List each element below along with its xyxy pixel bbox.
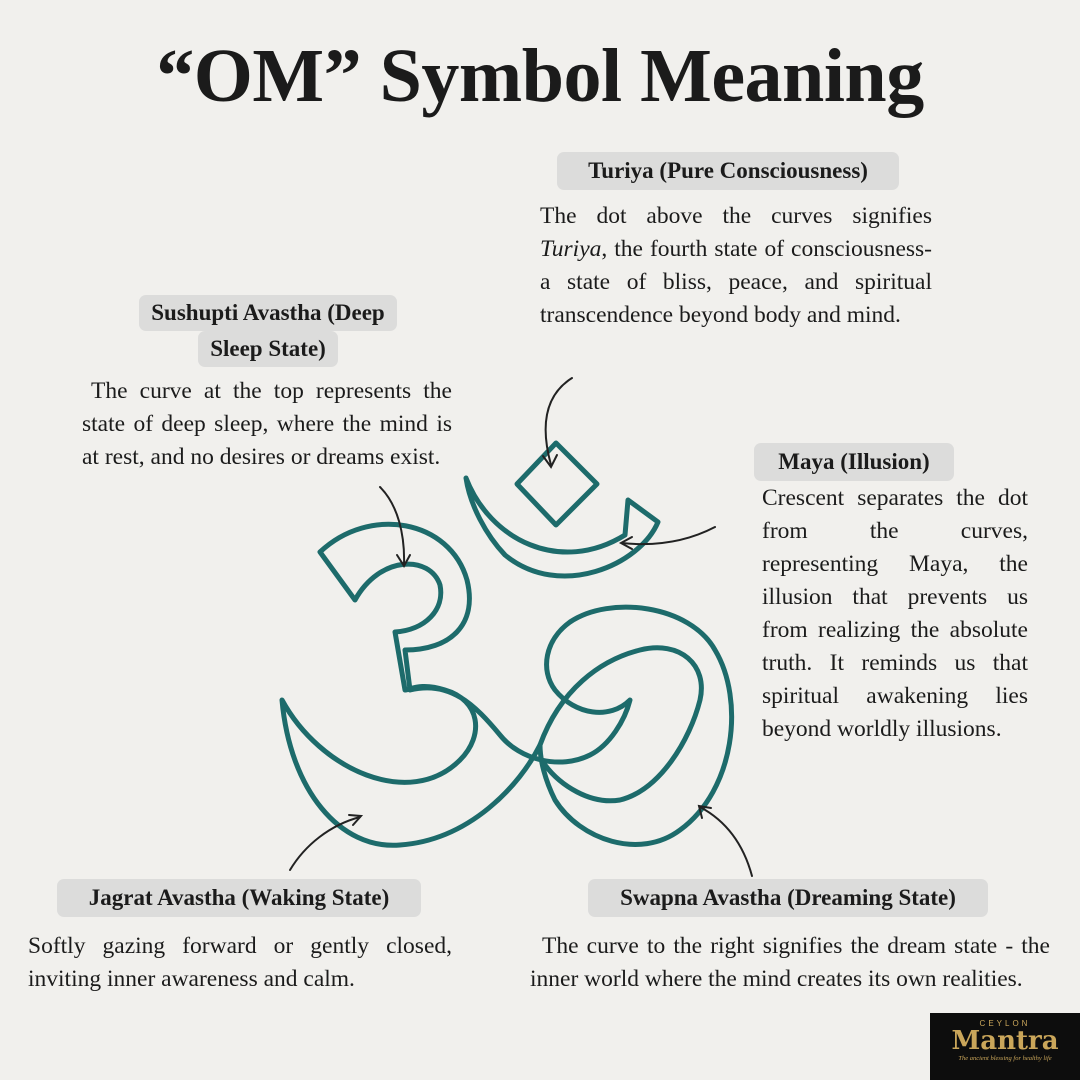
maya-heading: Maya (Illusion) [754, 443, 954, 481]
om-crescent [466, 478, 658, 576]
arrow-swapna [700, 807, 752, 876]
ceylon-mantra-logo [930, 1013, 1080, 1080]
swapna-description: The curve to the right signifies the dream state - the inner world where the mind creates its own realities. [530, 933, 1050, 992]
arrow-maya [622, 527, 715, 544]
logo-tagline: The ancient blessing for healthy life [958, 1055, 1052, 1062]
om-main-body [282, 524, 732, 845]
turiya-heading: Turiya (Pure Consciousness) [557, 152, 899, 190]
turiya-text-italic: Turiya [540, 236, 602, 262]
maya-description: Crescent separates the dot from the curves, representing Maya, the illusion that prevents us from realizing the absolute truth. It reminds us that spiritual awakening lies beyond worldly illusions. [762, 485, 1028, 742]
logo-top-text: CEYLON [979, 1019, 1031, 1028]
turiya-text-start: The dot above the curves signifies [540, 203, 932, 229]
turiya-text-end: , the fourth state of consciousness- a state of bliss, peace, and spiritual transcendence beyond body and mind. [540, 236, 932, 328]
page-title: “OM” Symbol Meaning [156, 34, 924, 118]
sushupti-heading-line1: Sushupti Avastha (Deep [139, 295, 396, 331]
sushupti-heading-line2: Sleep State) [198, 331, 338, 367]
arrow-jagrat [290, 817, 360, 870]
sushupti-description: The curve at the top represents the state of deep sleep, where the mind is at rest, and no desires or dreams exist. [82, 378, 452, 470]
turiya-description [540, 200, 932, 332]
jagrat-heading: Jagrat Avastha (Waking State) [57, 879, 421, 917]
jagrat-description: Softly gazing forward or gently closed, inviting inner awareness and calm. [28, 933, 452, 992]
swapna-heading: Swapna Avastha (Dreaming State) [588, 879, 988, 917]
logo-main-text: Mantra [951, 1026, 1059, 1056]
sushupti-heading [123, 295, 413, 367]
